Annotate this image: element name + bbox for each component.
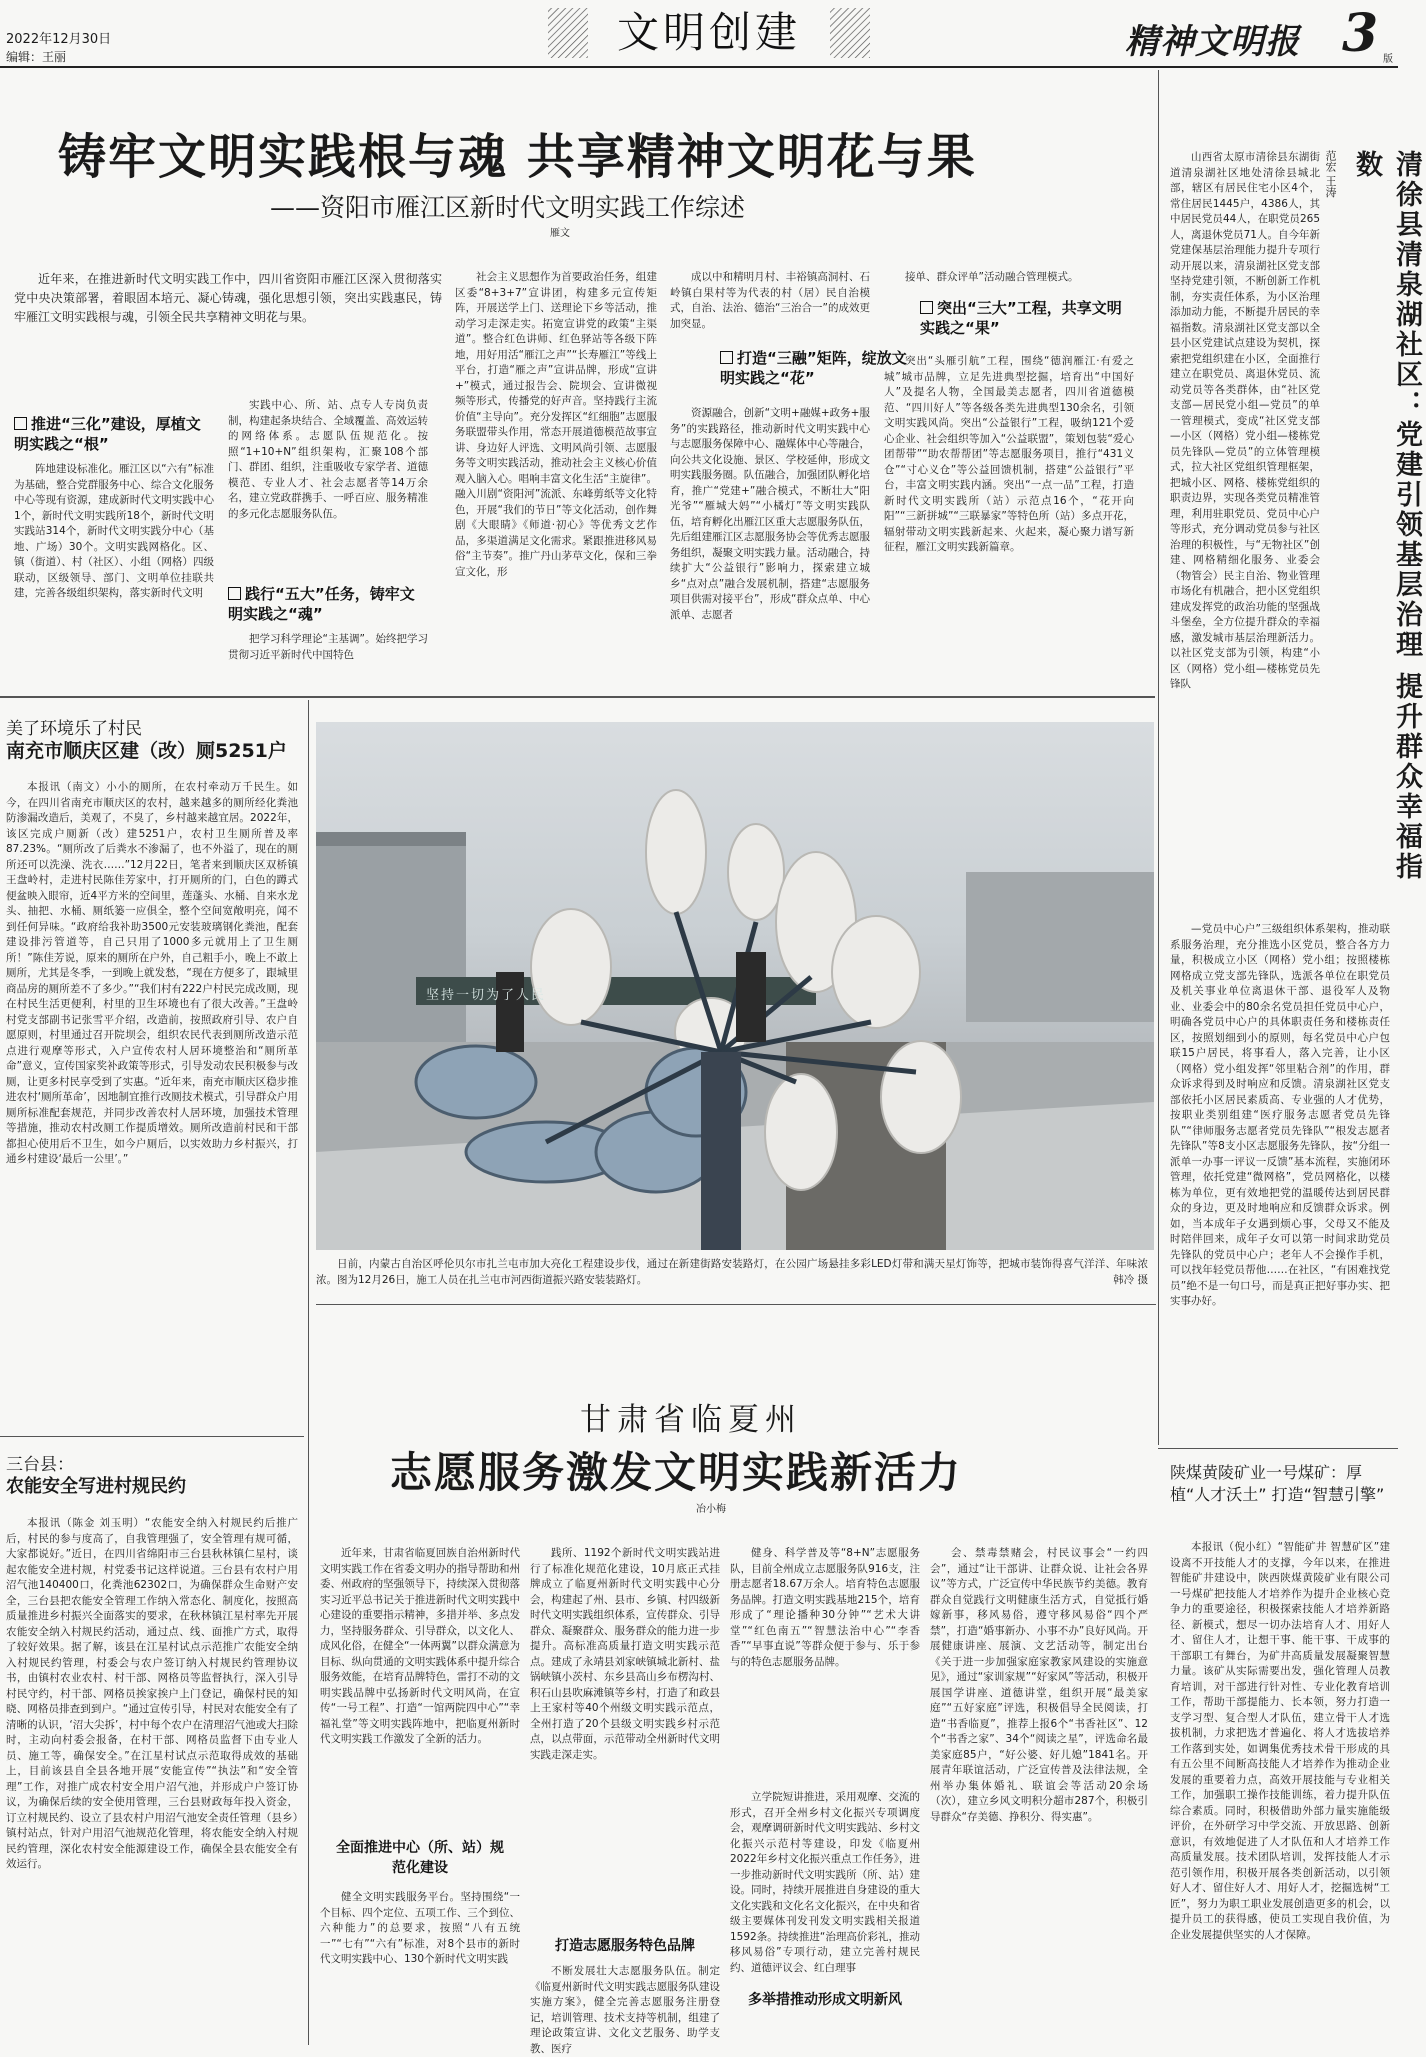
santai-kicker: 三台县： <box>6 1455 74 1475</box>
lead-heading-2 <box>228 584 428 624</box>
lead-col-1: 阵地建设标准化。雁江区以“六有”标准为基础，整合党群服务中心、综合文化服务中心等现有资源，建成新时代文明实践中心1个，新时代文明实践所18个，新时代文明实践站314个，新时代文明实践分中心（基地、广场）30个。文明实践网格化。区、镇（街道）、村（社区）、小组（网格）四级联动，区级领导、部门、文明单位挂联共建，完善各级组织架构，落实新时代文明 <box>14 463 214 599</box>
linxia-col-1: 近年来，甘肃省临夏回族自治州新时代文明实践工作在省委文明办的指导帮助和州委、州政府的坚强领导下，持续深入贯彻落实习近平总书记关于推进新时代文明实践中心建设的重要指示精神，多措并举、多点发力，坚持服务群众、引导群众，以文化人、成风化俗，在健全“一体两翼”以群众满意为目标、纵向贯通的文明实践体系中提升综合服务效能，在培育品牌特色，雷打不动的文明实践品牌中弘扬新时代文明风尚，在宣传“一号工程”、打造“一馆两院四中心”“幸福礼堂”等文明实践阵地中，把临夏州新时代文明实践工作激发了全新的活力。 <box>320 1547 520 1745</box>
photo-caption <box>316 1256 1148 1288</box>
linxia-heading-1: 全面推进中心（所、站）规范化建设 <box>336 1840 504 1876</box>
lead-title: 铸牢文明实践根与魂 共享精神文明花与果 <box>58 129 977 185</box>
linxia-title: 志愿服务激发文明实践新活力 <box>390 1448 963 1497</box>
left-story-rule <box>0 1436 304 1437</box>
heading-box-icon <box>228 587 241 600</box>
coal-title: 陕煤黄陵矿业一号煤矿：厚植“人才沃土” 打造“智慧引擎” <box>1170 1463 1385 1504</box>
issue-date: 2022年12月30日 <box>6 32 112 47</box>
lead-col-5b: 突出“头雁引航”工程，围绕“德润雁江·有爱之城”城市品牌，立足先进典型挖掘，培育出“中国好人”及提名人物，全国最美志愿者，四川省道德模范、“四川好人”等各级各类先进典型130余名，引领文明实践风尚。突出“公益银行”工程，吸纳121个爱心企业、社会组织等加入“公益联盟”，策划包装“爱心团帮带”“助农帮帮团”等志愿服务项目，推行“431义仓”“寸心义仓”等公益回馈机制，搭建“公益银行”平台，丰富文明实践内涵。突出“一点一品”工程，打造新时代文明实践所（站）示范点16个，“花开向阳”“三新拼城”“三联暴家”等特色所（站）多点开花，辐射带动文明实践新起来、火起来，凝心聚力谱写新征程，雁江文明实践新篇章。 <box>884 355 1134 553</box>
lead-col-3: 社会主义思想作为首要政治任务，组建区委“8+3+7”宣讲团，构建多元宣传矩阵，开展送学上门、送理论下乡等活动，推动学习走深走实。拓宽宣讲党的政策“主渠道”。整合红色讲师、红色驿站等各级下阵地，用好用活“雁江之声”“长寿雁江”等线上平台，打造“雁之声”宣讲品牌，形成“宣讲+”模式，通过报告会、院坝会、宣讲微视频等形式，传播党的好声音。坚持践行主流价值“主导向”。充分发挥区“红细胞”志愿服务联盟带头作用，常态开展道德模范故事宣讲、身边好人评选、文明风尚引领、志愿服务等文明实践活动，推动社会主义核心价值观入脑入心。唱响丰富文化生活“主旋律”。融入川剧“资阳河”流派、东峰剪纸等文化特色，开展“我们的节日”等文化活动，创作舞剧《大眼睛》《师道·初心》等优秀文艺作品，多渠道满足文化需求。紧跟推进移风易俗“主节奏”。推广丹山茅草文化，保和三拳宣文化，形 <box>455 271 657 578</box>
heading-box-icon <box>14 417 27 430</box>
lead-heading-3-text: 打造“三融”矩阵，绽放文明实践之“花” <box>720 349 907 387</box>
lead-col-2a: 实践中心、所、站、点专人专岗负责制，构建起条块结合、全域覆盖、高效运转的网络体系。志愿队伍规范化。按照“1+10+N”组织架构，汇聚108个部门、群团、组织，注重吸收专家学者、道德模范、专业人才、社会志愿者等14万余名，建立党政群携手、一呼百应、服务精准的多元化志愿服务队伍。 <box>228 399 428 520</box>
lead-heading-4 <box>920 298 1130 338</box>
story-nanchong <box>0 704 304 1434</box>
lead-story <box>0 72 1155 692</box>
lead-col-4b: 资源融合，创新“文明+融媒+政务+服务”的实践路径，推动新时代文明实践中心与志愿服务保障中心、融媒体中心等融合，向公共文化设施、景区、学校延伸，形成文明实践服务圈。队伍融合，加强团队孵化培育，推广“党建+”融合模式，不断壮大“阳光爷”“雁城大妈”“小橘灯”等文明实践队伍，培育孵化出雁江区重大志愿服务队伍，先后组建雁江区志愿服务协会等优秀志愿服务组织，凝聚文明实践力量。活动融合，持续扩大“公益银行”影响力，探索建立城乡“点对点”融合发展机制，搭建“志愿服务项目供需对接平台”，形成“群众点单、中心派单、志愿者 <box>670 407 870 621</box>
nanchong-kicker: 美了环境乐了村民 <box>6 719 142 739</box>
nanchong-body: 本报讯（南文）小小的厕所，在农村牵动万千民生。如今，在四川省南充市顺庆区的农村，越来越多的厕所经化粪池防渗漏改造后，美观了，不臭了，乡村越来越宜居。2022年，该区完成户厕新（改）建5251户，农村卫生厕所普及率87.23%。“厕所改了后粪水不渗漏了，也不外溢了，现在的厕所还可以洗澡、洗衣……”12月22日，笔者来到顺庆区双桥镇王盘岭村，走进村民陈佳芳家中，打开厕所的门，白色的蹲式便盆映入眼帘，近4平方米的空间里，莲蓬头、水桶、自来水龙头、抽把、水桶、厕纸篓一应俱全，整个空间宽敞明亮，闻不到任何异味。“政府给我补助3500元安装玻璃钢化粪池，配套建设排污管道等，自己只用了1000多元就用上了卫生厕所！”陈佳芳说，原来的厕所在户外，自己粗手小，晚上不敢上厕所，尤其是冬季，一到晚上就发愁，“现在方便多了，跟城里商品房的厕所差不了多少。”“我们村有222户村民完成改厕，现在村民生活更便利，村里的卫生环境也有了很大改善。”王盘岭村党支部副书记张雪平介绍，改造前，按照政府引导、农户自愿原则，村里通过召开院坝会，组织农民代表到厕所改造示范点进行观摩等形式，入户宣传农村人居环境整治和“厕所革命”意义，宣传国家奖补政策等形式，引导发动农民积极参与改厕，让更多村民享受到了实惠。“近年来，南充市顺庆区稳步推进农村‘厕所革命’，因地制宜推行改厕技术模式，引导群众户用厕所标准配套规范，并同步改善农村人居环境，加强技术管理等措施，推动农村改厕工作提质增效。厕所改造前村民和干部都担心使用后不卫生，如今户厕后，以实效助力乡村振兴，打通乡村建设‘最后一公里’。” <box>6 781 298 1165</box>
photo-banner-text: 坚持一切为了人民 <box>426 988 547 1003</box>
lead-heading-1-text: 推进“三化”建设，厚植文明实践之“根” <box>14 415 201 453</box>
photo-caption-block <box>316 1256 1148 1302</box>
page-label: 版 <box>1383 54 1393 65</box>
linxia-heading-3: 多举措推动形成文明新风 <box>748 1992 902 2008</box>
lead-col-4a: 成以中和精明月村、丰裕镇高洞村、石岭镇白果村等为代表的村（居）民自治模式，自治、法治、德治“三治合一”的成效更加突显。 <box>670 271 870 330</box>
lead-heading-2-text: 践行“五大”任务，铸牢文明实践之“魂” <box>228 585 415 623</box>
lead-subtitle: ——资阳市雁江区新时代文明实践工作综述 <box>270 193 746 222</box>
photo-bottom-rule <box>316 1304 1156 1305</box>
photo-caption-text: 日前，内蒙古自治区呼伦贝尔市扎兰屯市加大亮化工程建设步伐，通过在新建街路安装路灯，在公园广场悬挂多彩LED灯带和满天星灯饰等，把城市装饰得喜气洋洋、年味浓浓。图为12月26日，施工人员在扎兰屯市河西街道振兴路安装装路灯。 <box>316 1258 1148 1286</box>
page-number: 3 <box>1342 3 1379 64</box>
right-story-title: 清徐县清泉湖社区：党建引领基层治理 提升群众幸福指数 <box>1351 150 1422 883</box>
heading-box-icon <box>920 301 933 314</box>
lead-byline: 雁文 <box>550 228 570 239</box>
lead-col-5a: 接单、群众评单”活动融合管理模式。 <box>905 271 1079 283</box>
linxia-byline: 冶小梅 <box>696 1504 726 1515</box>
lead-col-2b: 把学习科学理论“主基调”。始终把学习贯彻习近平新时代中国特色 <box>228 633 428 661</box>
santai-body: 本报讯（陈金 刘玉明）“农能安全纳入村规民约后推广后，村民的参与度高了，自我管理强了，安全管理有规可循，大家都说好。”近日，在四川省绵阳市三台县秋林镇仁星村，谈起农能安全进村规，村党委书记这样说道。三台县有农村户用沼气池140400口，化粪池62302口，为确保群众生命财产安全，三台县把农能安全管理工作纳入常态化、制度化，按照高质量推进乡村振兴全面落实的要求，在秋林镇江星村率先开展农能安全纳入村规民约活动，通过点、线、面推广方式，取得了较好效果。据了解，该县在江星村试点示范推广农能安全纳入村规民约管理，村委会与农户签订纳入村规民约管理协议书，由镇村农业农村、村干部、网格员等监督执行，深入引导村民守约，村干部、网格员挨家挨户上门登记，确保村民的知晓、网格员排查到到户。“通过宣传引导，村民对农能安全有了清晰的认识，‘沼大尖拆’，村中每个农户在清理沼气池或大扫除时，主动向村委会报备，在村干部、网格员监督下由专业人员、施工等，确保安全。”在江星村试点示范取得成效的基础上，目前该县自全县各地开展“安能宣传”“执法”和“安全管理”工作，对推广成农村安全用户沼气池，并形成户户签订协议，为确保后续的安全使用管理，三台县财政每年投入资金，订立村规民约、设立了县农村户用沼气池安全责任管理（县乡）镇村站点，针对户用沼气池规范化管理，将农能安全纳入村规民约管理，深化农村安全能源建设工作，确保全县农能安全有效运行。 <box>6 1517 298 1870</box>
lead-heading-4-text: 突出“三大”工程，共享文明实践之“果” <box>920 299 1122 337</box>
nanchong-title: 南充市顺庆区建（改）厕5251户 <box>6 740 287 762</box>
linxia-heading-2: 打造志愿服务特色品牌 <box>555 1938 695 1954</box>
photo-credit: 韩冷 摄 <box>1113 1274 1148 1286</box>
right-story-byline: 范宏 王涛 <box>1324 150 1337 198</box>
linxia-kicker: 甘肃省临夏州 <box>580 1402 802 1438</box>
linxia-col-3b: 立学院短讲推进，采用观摩、交流的形式，召开全州乡村文化振兴专项调度会，观摩调研新时代文明实践站、乡村文化振兴示范村等建设，印发《临夏州2022年乡村文化振兴重点工作任务》，进一步推动新时代文明实践所（所、站）建设。同时，持续开展推进自身建设的重大文化实践和文化名文化振兴，在中央和省级主要媒体刊发刊发文明实践相关报道1592条。持续推进“治理高价彩礼，推动移风易俗”专项行动，建立完善村规民约、道德评议会、红白理事 <box>730 1791 920 1974</box>
left-col-rule <box>308 700 309 2045</box>
lead-bottom-rule <box>0 696 1155 698</box>
linxia-col-2: 践所、1192个新时代文明实践站进行了标准化规范化建设，10月底正式挂牌成立了临夏州新时代文明实践中心分会，构建起了州、县市、乡镇、村四级新时代文明实践组织体系，宣传群众、引导群众、凝聚群众、服务群众的能力进一步提升。高标准高质量打造文明实践示范点。建成了永靖县刘家峡镇城北新村、盐锅峡镇小茨村、东乡县高山乡布楞沟村、积石山县吹麻滩镇等乡村，打造了和政县上王家村等40个州级文明实践示范点，全州打造了20个县级文明实践乡村示范点，以点带面，示范带动全州新时代文明实践走深走实。 <box>530 1547 720 1761</box>
linxia-col-3: 健身、科学普及等“8+N”志愿服务队，目前全州成立志愿服务队916支，注册志愿者18.67万余人。培育特色志愿服务品牌。打造文明实践基地215个，培育形成了“理论播种30分钟”“艺术大讲堂”“红色南五”“智慧法治中心”“李香香”“早事直说”等群众便于参与、乐于参与的特色志愿服务品牌。 <box>730 1547 920 1668</box>
lead-heading-3 <box>720 348 908 388</box>
linxia-col-4: 会、禁毒禁赌会，村民议事会“一约四会”，通过“让干部讲、让群众说、让社会各界议”等方式，广泛宣传中华民族节约美德。教育群众自觉践行文明健康生活方式，自觉抵行婚嫁新事，移风易俗，遵守移风易俗“四个严禁”，打造“婚事新办、小事不办”良好风尚。开展健康讲座、展演、文艺活动等，制定出台《关于进一步加强家庭家教家风建设的实施意见》，通过“家训家规”“好家风”等活动，积极开展国学讲座、道德讲堂，组织开展“最美家庭”“五好家庭”评选，积极倡导全民阅读，打造“书香临夏”，推荐上报6个“书香社区”、12个“书香之家”、34个“阅读之星”，评选命名最美家庭85户，“好公婆、好儿媳”1841名。开展青年联谊活动，广泛宣传普及法律法规，全州举办集体婚礼、联谊会等活动20余场（次），建立乡风文明积分超市287个，积极引导群众“存美德、挣积分、得实惠”。 <box>930 1547 1148 1823</box>
section-name: 文明创建 <box>616 8 801 57</box>
right-col-rule <box>1158 70 1159 1445</box>
news-photo <box>316 722 1154 1250</box>
masthead-rule <box>0 66 1398 68</box>
lead-heading-1 <box>14 414 210 454</box>
lead-intro: 近年来，在推进新时代文明实践工作中，四川省资阳市雁江区深入贯彻落实党中央决策部署，着眼固本培元、凝心铸魂，强化思想引领，突出实践惠民，铸牢雁江文明实践根与魂，引领全民共享精神文明花与果。 <box>14 272 442 324</box>
story-santai <box>0 1440 304 2044</box>
linxia-col-2b: 不断发展壮大志愿服务队伍。制定《临夏州新时代文明实践志愿服务队建设实施方案》，健全完善志愿服务注册登记，培训管理、技术支持等机制，组建了理论政策宣讲、文化文艺服务、助学支教、医疗 <box>530 1965 720 2055</box>
santai-title: 农能安全写进村规民约 <box>6 1476 186 1497</box>
section-banner <box>548 4 870 62</box>
paper-logo: 精神文明报 <box>1125 22 1300 62</box>
coal-top-rule <box>1158 1448 1398 1449</box>
linxia-col-1b: 健全文明实践服务平台。坚持围绕“一个目标、四个定位、五项工作、三个到位、六种能力”的总要求，按照“八有五统一”“七有”“六有”标准，对8个县市的新时代文明实践中心、130个新时代文明实践 <box>320 1891 520 1965</box>
heading-box-icon <box>720 351 733 364</box>
right-story-p1: 山西省太原市清徐县东湖街道清泉湖社区地处清徐县城北部，辖区有居民住宅小区4个，常住居民1445户，4386人，其中居民党员44人，在职党员265人，离退休党员71人。自今年新党建保基层治理能力提升专项行动开展以来，清泉湖社区党支部坚持党建引领，不断创新工作机制，夯实责任体系，为小区治理添加动力能，不断提升居民的幸福指数。清泉湖社区党支部以全县小区党建试点建设为契机，探索把党组织建在小区，全面推行建立在职党员、离退休党员、流动党员等各类群体，由“社区党支部—居民党小组—党员”的单一管理模式，变成“社区党支部—小区（网格）党小组—楼栋党员先锋队—党员”的立体管理模式，拉大社区党组织管理框架，把城小区、网格、楼栋党组织的职责边界，实现各类党员精准管理，利用驻职党员、党员中心户等形式，充分调动党员参与社区治理的积极性，与“无物社区”创建、网格精细化服务、业委会（物管会）民主自治、物业管理市场化有机融合，把小区党组织建成发挥党的政治功能的坚强战斗堡垒，全方位提升群众的幸福感，激发城市基层治理新活力。以社区党支部为引领，构建“小区（网格）党小组—楼栋党员先锋队 <box>1170 151 1320 690</box>
editor-line: 编辑：王丽 <box>6 50 67 64</box>
right-story-p2: —党员中心户”三级组织体系架构，推动联系服务治理，充分推选小区党员，整合各方力量，积极成立小区（网格）党小组；按照楼栋网格成立党支部先锋队，选派各单位在职党员及机关事业单位离退休干部、退役军人及物业、业委会中的80余名党员担任党员中心户，明确各党员中心户的具体职责任务和楼栋责任区，按照划细到小的原则，每名党员中心户包联15户居民，将事看人，落入完善，让小区（网格）党小组发挥“邻里粘合剂”的作用，群众诉求得到及时响应和反馈。清泉湖社区党支部依托小区居民素质高、专业强的人才优势，按职业类别组建“医疗服务志愿者党员先锋队”“律师服务志愿者党员先锋队”“根发志愿者先锋队”等8支小区志愿服务先锋队，按“分组一派单一办事一评议一反馈”基本流程，实施闭环管理，依托党建“微网格”，党员网格化，以楼栋为单位，更有效地把党的温暖传达到居民群众的身边，更及时地响应和反馈群众诉求。例如，当本成年子女遇到烦心事，父母又不能及时陪伴回来，成年子女可以第一时间求助党员先锋队的党员中心户；老年人不会操作手机，可以找年轻党员帮他……在社区，“有困难找党员”绝不是一句口号，而是真正把好事办实、把实事办好。 <box>1170 923 1390 1307</box>
coal-body: 本报讯（倪小红）“智能矿井 智慧矿区”建设离不开技能人才的支撑，今年以来，在推进智能矿井建设中，陕西陕煤黄陵矿业有限公司一号煤矿把技能人才培养作为提升企业核心竞争力的重要途径，积极探索技能人才培养新路径、新模式，想尽一切办法培育人才、用好人才、留住人才，让想干事、能干事、干成事的干部职工有舞台，为矿井高质量发展凝聚智慧力量。该矿从实际需要出发，强化管理人员教育培训，对干部进行针对性、专业化教育培训工作，帮助干部提能力、长本领，努力打造一支学习型、复合型人才队伍，建立骨干人才选拔机制，力求把选才普遍化、将人才选拔培养工作落到实处，如调集优秀技术骨干形成的具有五公里不间断高技能人才培养作为推动企业发展的重要着力点，高效开展技能与专业相关工作，加强职工操作技能训练，着力提升队伍综合素质。同时，积极借助外部力量实施能级评价，在外研学习中学交流、开放思路、创新意识，有效地促进了人才队伍和人才培养工作高质量发展。技术团队培训，发挥技能人才示范引领作用，积极开展各类创新活动，以引领好人才、留住好人才、用好人才，挖掘选树“工匠”，努力为职工职业发展创造更多的机会，以提升员工的获得感，使员工实现自我价值，为企业发展提供坚实的人才保障。 <box>1170 1541 1390 1941</box>
